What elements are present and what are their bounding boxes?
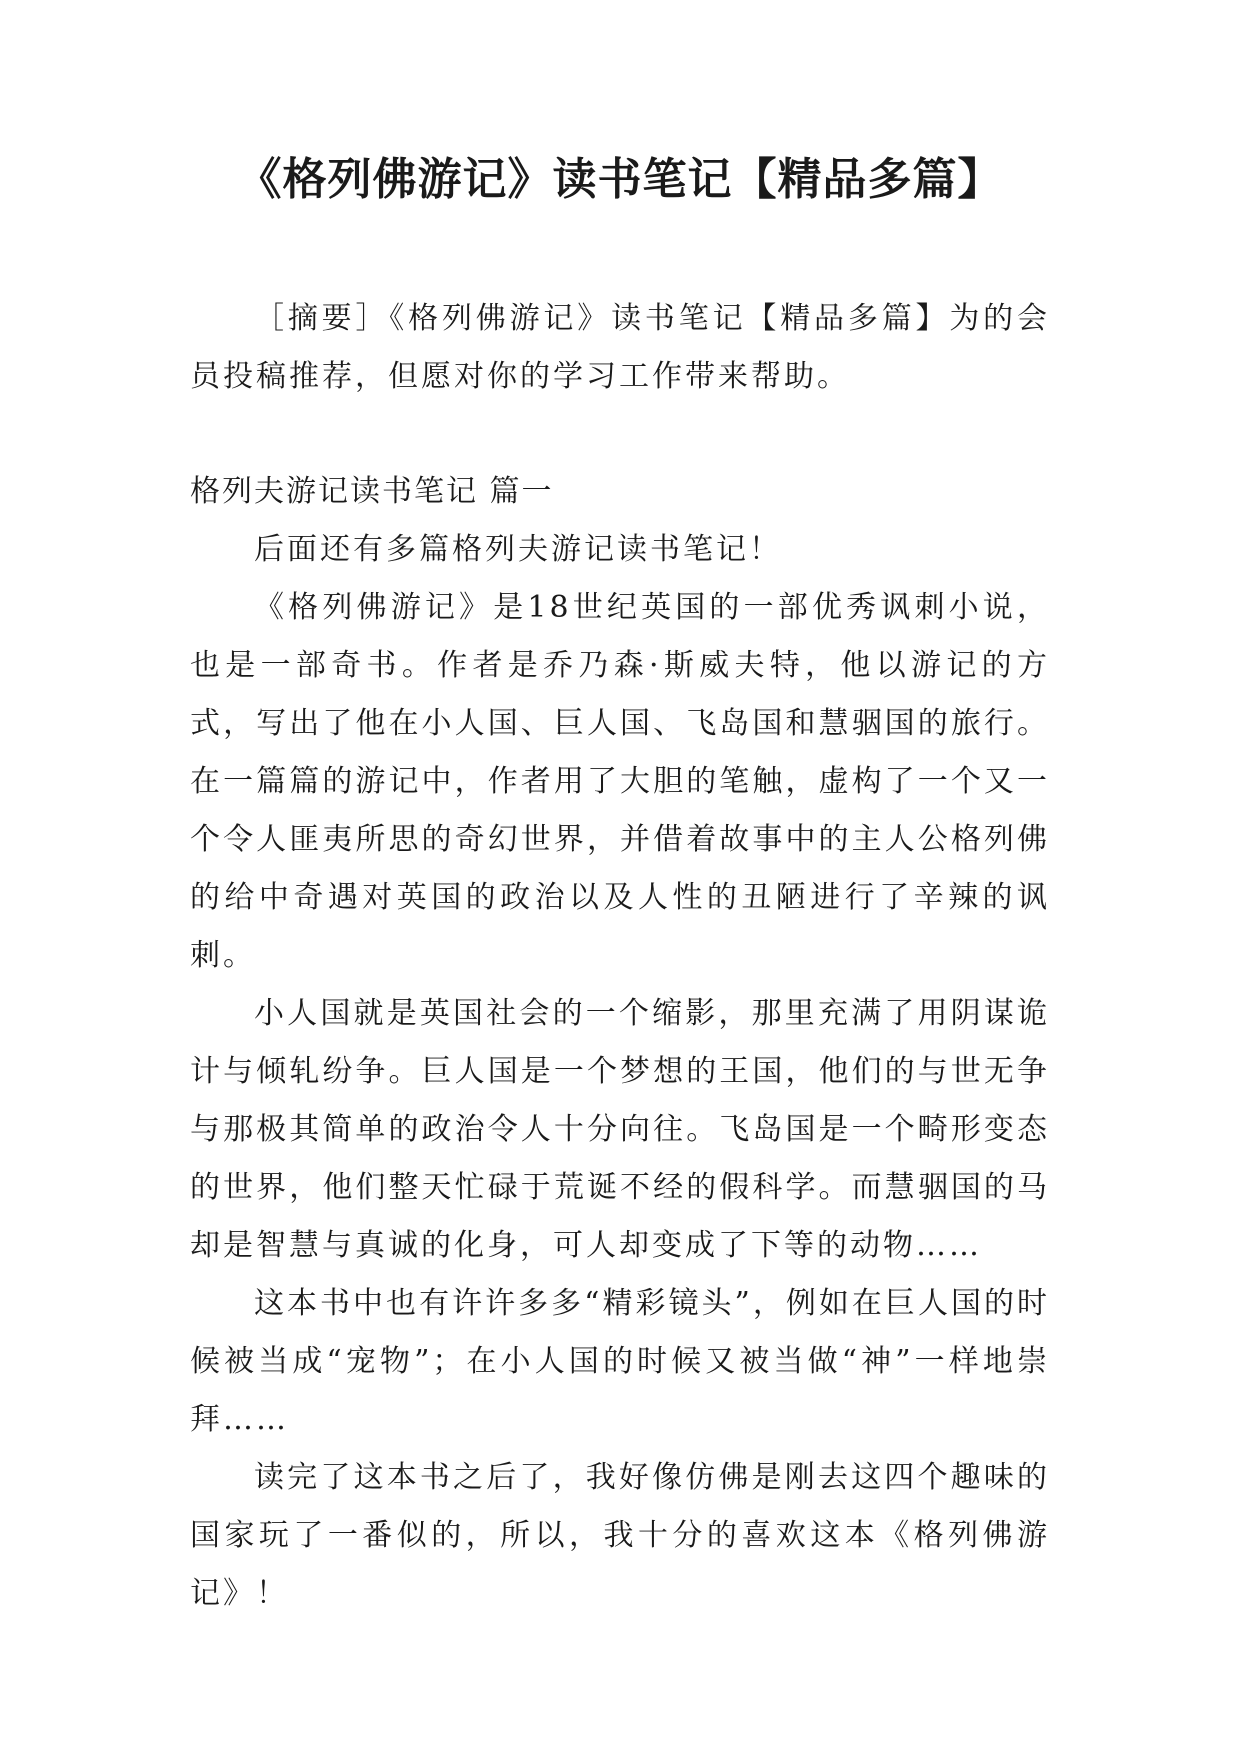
body-paragraph: 这本书中也有许许多多“精彩镜头”，例如在巨人国的时候被当成“宠物”；在小人国的时候又被当做“神”一样地崇拜…… <box>190 1286 1050 1437</box>
body-paragraph: 小人国就是英国社会的一个缩影，那里充满了用阴谋诡计与倾轧纷争。巨人国是一个梦想的王国，他们的与世无争与那极其简单的政治令人十分向往。飞岛国是一个畸形变态的世界，他们整天忙碌于荒诞不经的假科学。而慧骃国的马却是智慧与真诚的化身，可人却变成了下等的动物…… <box>190 996 1050 1263</box>
body-paragraph: 后面还有多篇格列夫游记读书笔记！ <box>254 532 782 567</box>
document-body <box>190 463 1050 1623</box>
body-paragraph: 《格列佛游记》是18世纪英国的一部优秀讽刺小说，也是一部奇书。作者是乔乃森·斯威夫特，他以游记的方式，写出了他在小人国、巨人国、飞岛国和慧骃国的旅行。在一篇篇的游记中，作者用了大胆的笔触，虚构了一个又一个令人匪夷所思的奇幻世界，并借着故事中的主人公格列佛的给中奇遇对英国的政治以及人性的丑陋进行了辛辣的讽刺。 <box>190 590 1050 973</box>
abstract-paragraph: ［摘要］《格列佛游记》读书笔记【精品多篇】为的会员投稿推荐，但愿对你的学习工作带来帮助。 <box>190 301 1050 394</box>
document-title: 《格列佛游记》读书笔记【精品多篇】 <box>237 154 1003 205</box>
section-heading: 格列夫游记读书笔记 篇一 <box>190 474 554 509</box>
body-paragraph: 读完了这本书之后了，我好像仿佛是刚去这四个趣味的国家玩了一番似的，所以，我十分的喜欢这本《格列佛游记》！ <box>190 1460 1050 1611</box>
